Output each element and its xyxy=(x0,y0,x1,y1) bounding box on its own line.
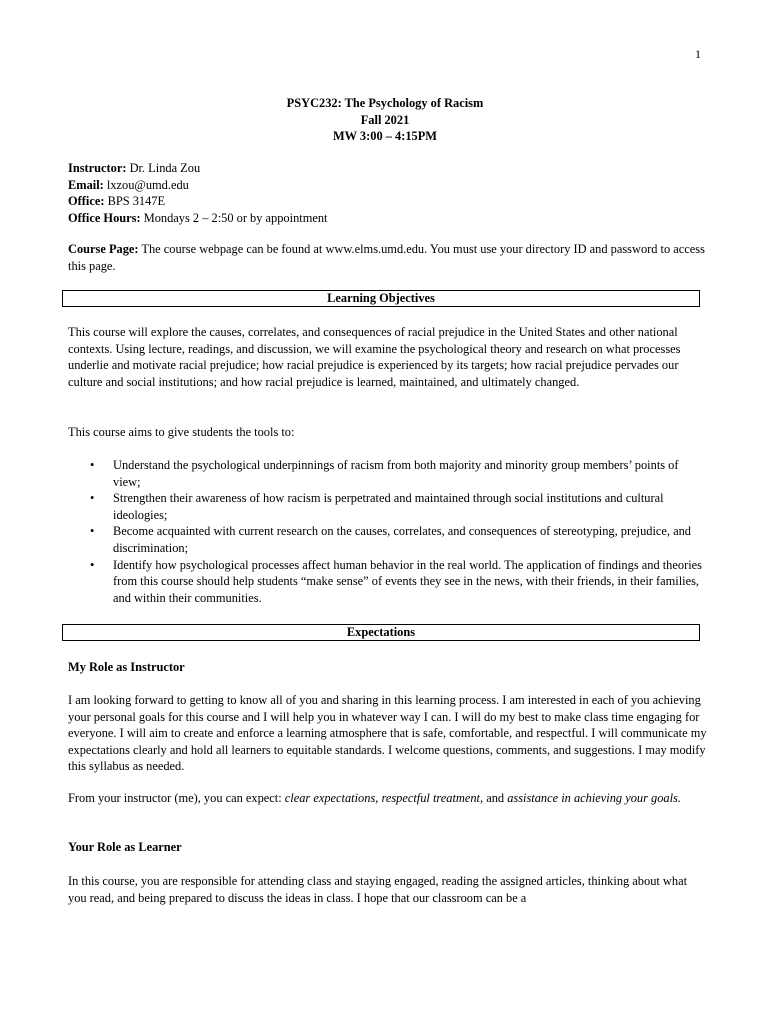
email-value: lxzou@umd.edu xyxy=(103,177,189,192)
expect-item-1: clear expectations, respectful treatment, xyxy=(284,791,484,805)
office-hours-line xyxy=(68,210,708,227)
course-page-label: Course Page: xyxy=(68,242,139,256)
learner-role-heading: Your Role as Learner xyxy=(68,840,182,854)
instructor-role-text: I am looking forward to getting to know all of you and sharing in this learning process. I am interested in each of you achieving your personal goals for this course and I will help you in whatever way I can. I will do my best to make class time engaging for everyone. I will aim to create and enforce a learning atmosphere that is safe, comfortable, and respectful. I will communicate my expectations clearly and hold all learners to equitable standards. I welcome questions, comments, and suggestions. I may modify this syllabus as needed. xyxy=(68,693,707,774)
office-value: BPS 3147E xyxy=(104,194,166,208)
office-hours-value: Mondays 2 – 2:50 or by appointment xyxy=(140,210,328,225)
bullet-icon: • xyxy=(90,524,95,539)
learner-role-text: In this course, you are responsible for attending class and staying engaged, reading the assigned articles, thinking about what you read, and being prepared to discuss the ideas in class. I hope that our classroom can be a xyxy=(68,874,688,905)
instructor-value: Dr. Linda Zou xyxy=(126,161,201,175)
list-item xyxy=(68,557,708,607)
bullet-icon: • xyxy=(90,458,95,472)
aims-lead: This course aims to give students the tools to: xyxy=(68,425,295,439)
email-line xyxy=(68,177,708,194)
office-hours-label: Office Hours: xyxy=(68,210,141,225)
course-page-text: The course webpage can be found at www.elms.umd.edu. You must use your directory ID and password to access this page. xyxy=(68,242,705,273)
instructor-role-heading: My Role as Instructor xyxy=(68,660,185,674)
course-page-paragraph xyxy=(68,241,708,274)
bullet-icon: • xyxy=(90,557,95,572)
objectives-intro: This course will explore the causes, correlates, and consequences of racial prejudice in the United States and other national contexts. Using lecture, readings, and discussion, we will examine the psychological theory and research on what processes underlie and motivate racial prejudice; how racial prejudice is experienced by its targets; how racial prejudice pervades our culture and social institutions; and how racial prejudice is learned, maintained, and ultimately changed. xyxy=(68,325,681,389)
instructor-info xyxy=(68,160,708,226)
course-title: PSYC232: The Psychology of Racism xyxy=(286,96,484,110)
email-label: Email: xyxy=(68,177,104,192)
list-item xyxy=(68,490,708,523)
list-item-text: Strengthen their awareness of how racism is perpetrated and maintained through social institutions and cultural ideologies; xyxy=(113,491,664,522)
list-item-text: Become acquainted with current research on the causes, correlates, and consequences of stereotyping, prejudice, and discrimination; xyxy=(113,524,691,555)
syllabus-header xyxy=(0,95,770,145)
list-item xyxy=(68,457,708,490)
course-term: Fall 2021 xyxy=(360,112,410,127)
office-line xyxy=(68,193,708,210)
list-item xyxy=(68,523,708,556)
course-schedule: MW 3:00 – 4:15PM xyxy=(332,129,438,143)
expect-item-2: assistance in achieving your goals. xyxy=(507,791,681,805)
list-item-text: Understand the psychological underpinnings of racism from both majority and minority group members’ points of view; xyxy=(113,458,679,489)
expect-lead: From your instructor (me), you can expect: xyxy=(68,791,285,805)
list-item-text: Identify how psychological processes affect human behavior in the real world. The application of findings and theories from this course should help students “make sense” of events they see in the news, with their friends, in their families, and within their communities. xyxy=(113,557,702,605)
instructor-expectations xyxy=(68,790,708,807)
instructor-label: Instructor: xyxy=(68,161,127,175)
aims-list xyxy=(68,457,708,606)
instructor-line xyxy=(68,160,708,177)
expect-and: and xyxy=(483,791,508,805)
expectations-heading: Expectations xyxy=(62,624,700,641)
learning-objectives-heading: Learning Objectives xyxy=(62,290,700,307)
page-number: 1 xyxy=(695,47,701,61)
office-label: Office: xyxy=(68,194,105,208)
bullet-icon: • xyxy=(90,491,95,506)
